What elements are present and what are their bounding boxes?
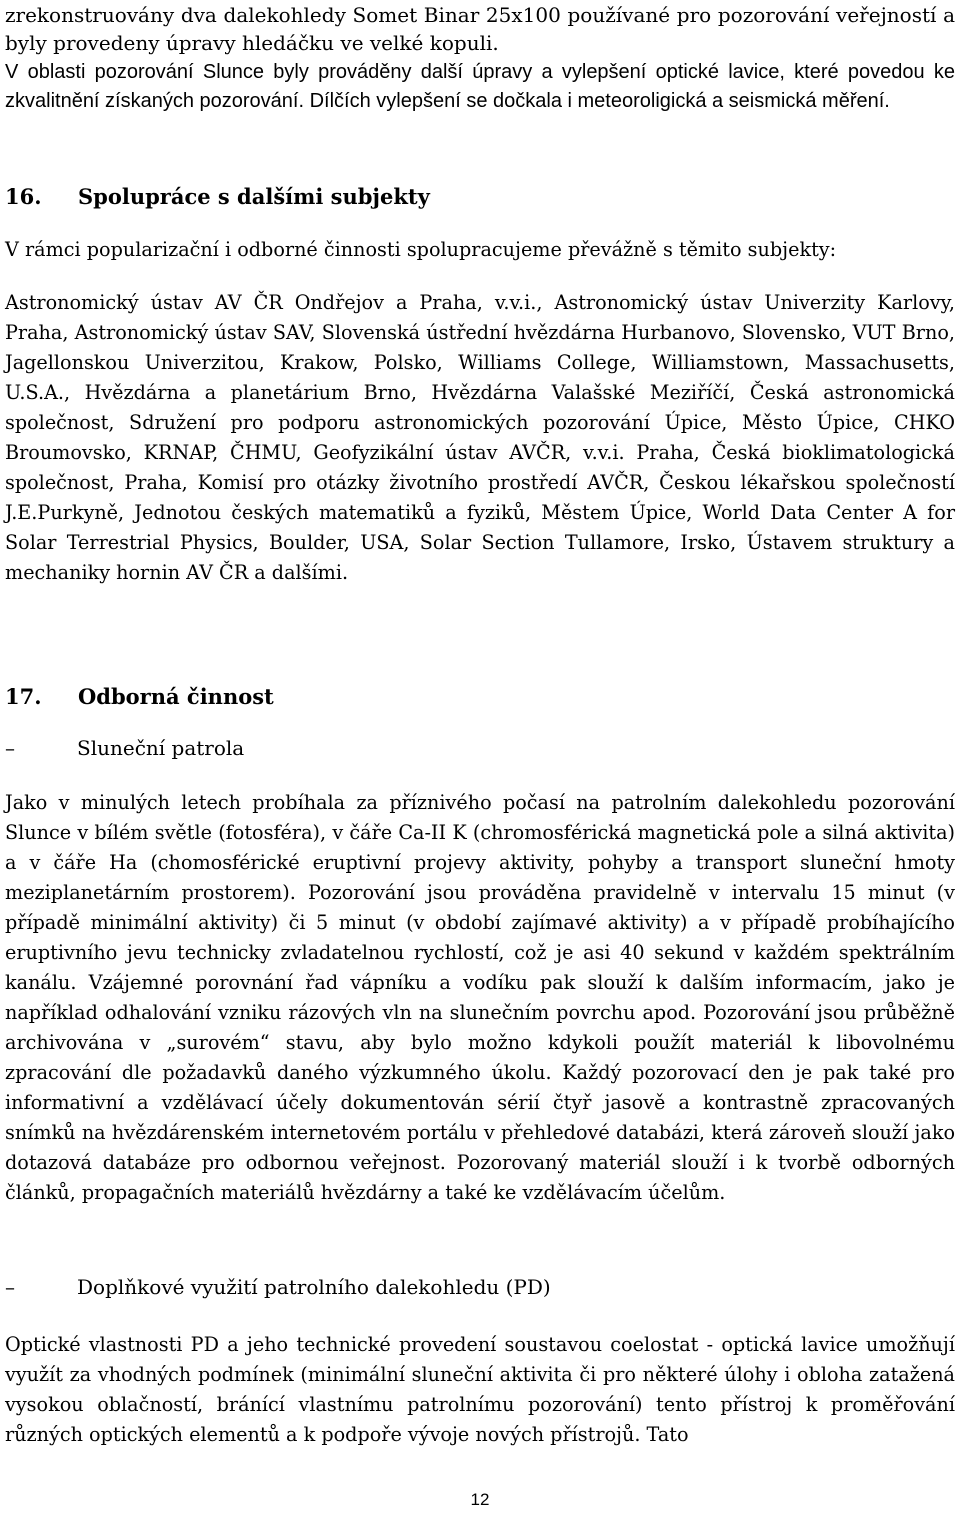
section-17-heading	[5, 683, 274, 711]
intro-paragraph	[5, 1, 955, 115]
section-16-number: 16.	[5, 184, 42, 209]
section-16-partners: Astronomický ústav AV ČR Ondřejov a Praha, v.v.i., Astronomický ústav Univerzity Karlovy, Praha, Astronomický ústav SAV, Slovenská ústřední hvězdárna Hurbanovo, Slovensko, VUT Brno, Jagellonskou Univerzitou, Krakow, Polsko, Williams College, Williamstown, Massachusetts, U.S.A., Hvězdárna a planetárium Brno, Hvězdárna Valašské Meziříčí, Česká astronomická společnost, Sdružení pro podporu astronomických pozorování Úpice, Město Úpice, CHKO Broumovsko, KRNAP, ČHMU, Geofyzikální ústav AVČR, v.v.i. Praha, Česká bioklimatologická společnost, Praha, Komisí pro otázky životního prostředí AVČR, Českou lékařskou společností J.E.Purkyně, Jednotou českých matematiků a fyziků, Městem Úpice, World Data Center A for Solar Terrestrial Physics, Boulder, USA, Solar Section Tullamore, Irsko, Ústavem struktury a mechaniky hornin AV ČR a dalšími.	[5, 291, 955, 584]
section-17-title: Odborná činnost	[78, 684, 274, 709]
solar-patrol-paragraph: Jako v minulých letech probíhala za příznivého počasí na patrolním dalekohledu pozorování Slunce v bílém světle (fotosféra), v čáře Ca-II K (chromosférická magnetická pole a silná aktivita) a v čáře Ha (chomosférické eruptivní projevy aktivity, pohyby a transport sluneční hmoty meziplanetárním prostorem). Pozorování jsou prováděna pravidelně v intervalu 15 minut (v případě minimální aktivity) či 5 minut (v období zajímavé aktivity) a v případě probíhajícího eruptivního jevu technicky zvladatelnou rychlostí, což je asi 40 sekund v každém spektrálním kanálu. Vzájemné porovnání řad vápníku a vodíku pak slouží k dalším informacím, jako je například odhalování vzniku rázových vln na slunečním povrchu apod. Pozorování jsou průběžně archivována v „surovém“ stavu, aby bylo možno kdykoli použít materiál k libovolnému zpracování dle požadavků daného výzkumného úkolu. Každý pozorovací den je pak také pro informativní a vzdělávací účely dokumentován sérií čtyř jasově a kontrastně zpracovaných snímků na hvězdárenském internetovém portálu v přehledové databázi, která zároveň slouží jako dotazová databáze pro odbornou veřejnost. Pozorovaný materiál slouží i k tvorbě odborných článků, propagačních materiálů hvězdárny a také ke vzdělávacím účelům.	[5, 791, 955, 1204]
subsection-pd-title: Doplňkové využití patrolního dalekohledu (PD)	[77, 1275, 551, 1299]
intro-line-1: zrekonstruovány dva dalekohledy Somet Binar 25x100 používané pro pozorování veřejností a byly provedeny úpravy hledáčku ve velké kopuli.	[5, 3, 955, 55]
dash-marker: –	[5, 1275, 15, 1299]
pd-paragraph: Optické vlastnosti PD a jeho technické provedení soustavou coelostat - optická lavice umožňují využít za vhodných podmínek (minimální sluneční aktivita či pro některé úlohy i obloha zatažená vysokou oblačností, bránící vlastnímu patrolnímu pozorování) tento přístroj k proměřování různých optických elementů a k podpoře vývoje nových přístrojů. Tato	[5, 1333, 955, 1446]
subsection-solar-patrol-title: Sluneční patrola	[77, 736, 245, 760]
section-16-intro: V rámci popularizační i odborné činnosti spolupracujeme převážně s těmito subjekty:	[5, 238, 837, 261]
subsection-solar-patrol-heading	[5, 733, 244, 763]
section-16-title: Spolupráce s dalšími subjekty	[78, 184, 430, 209]
section-16-heading	[5, 183, 430, 211]
page-number: 12	[470, 1490, 490, 1509]
section-17-number: 17.	[5, 684, 42, 709]
dash-marker: –	[5, 736, 15, 760]
intro-line-2: V oblasti pozorování Slunce byly prováděny další úpravy a vylepšení optické lavice, které povedou ke zkvalitnění získaných pozorování. Dílčích vylepšení se dočkala i meteoroligická a seismická měření.	[5, 61, 955, 112]
subsection-pd-heading	[5, 1272, 551, 1302]
